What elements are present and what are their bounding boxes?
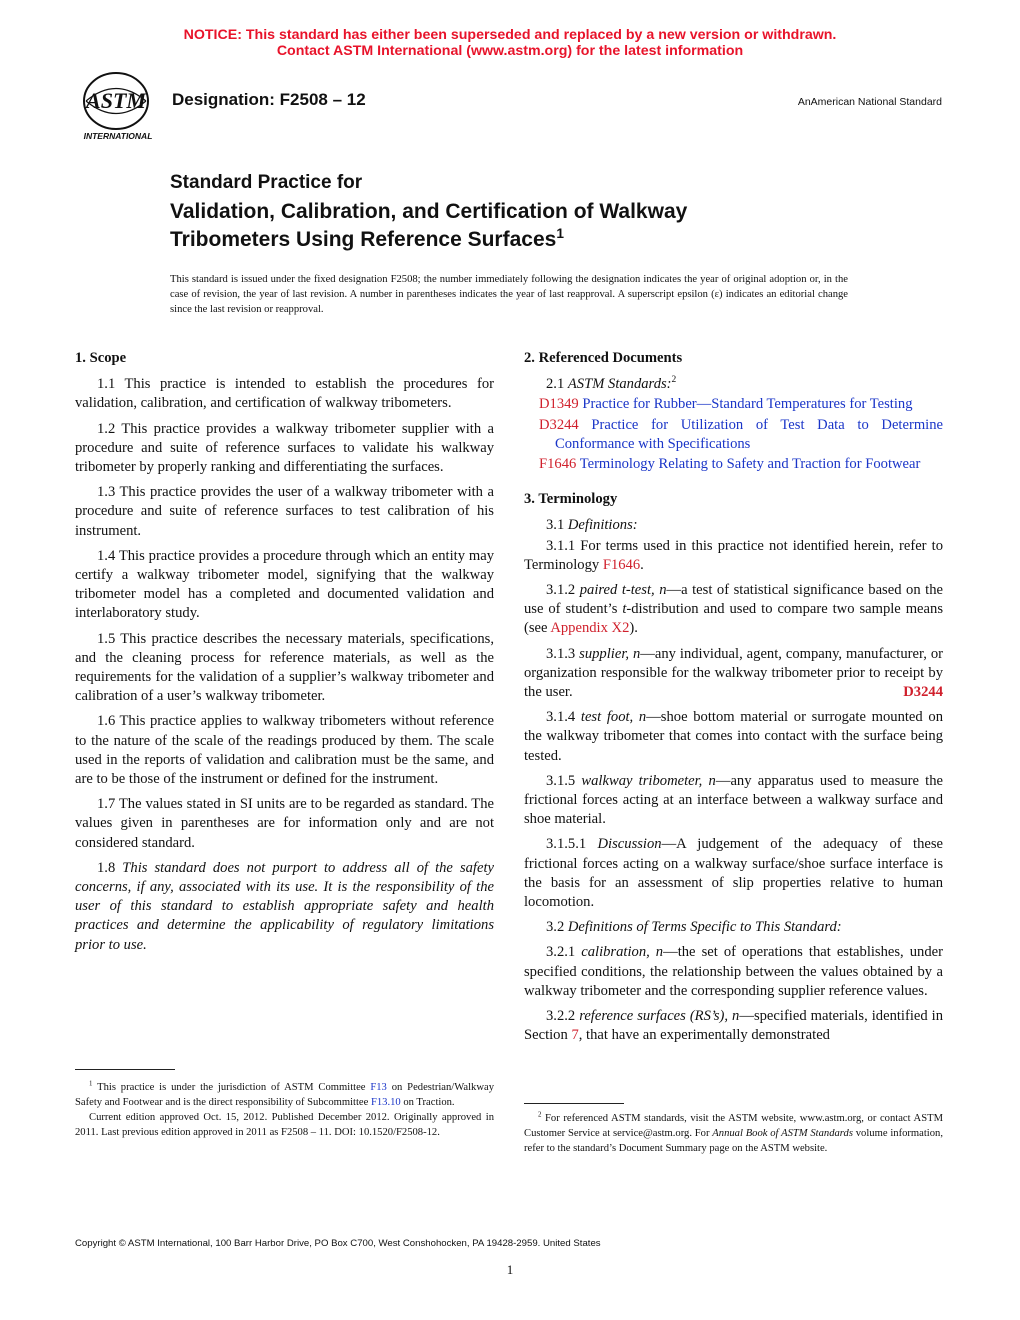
para-3-1-4-text: —shoe bottom material or surrogate mounted on the walkway tribometer that comes into contact with the surface being tested. [524,709,943,764]
para-3-1-3-text: —any individual, agent, company, manufacturer, or organization responsible for the walkway tribometer prior to receipt by the user. [524,645,943,701]
ref-d1349-code[interactable]: D1349 [539,396,579,413]
para-3-1-4 [524,708,943,766]
para-1-5: 1.5 This practice describes the necessary materials, specifications, and the cleaning process for reference materials, as well as the requirements for the validation of a supplier’s walkway tribometer and calibration of a user’s walkway tribometer. [75,630,494,705]
para-3-2-2-text-b: , that have an experimentally demonstrated [578,1027,830,1044]
footnote-1-para-1 [75,1080,494,1110]
referenced-documents-heading: 2. Referenced Documents [524,350,683,366]
para-3-1-2-text-a: —a test of statistical significance based on the use of student’s [524,582,944,618]
link-f13[interactable]: F13 [370,1082,387,1093]
footnote-2-text-a: For referenced ASTM standards, visit the ASTM website, www.astm.org, or contact ASTM Customer Service at service@astm.org. For [524,1113,943,1139]
para-1-2: 1.2 This practice provides a walkway tribometer supplier with a procedure and suite of reference surfaces to validate his walkway tribometer by properly ranking and differentiating the surfaces. [75,420,494,476]
para-3-2-1 [524,943,943,1001]
footnote-2-para [524,1111,943,1156]
para-3-2-2-term: reference surfaces (RS’s), n [579,1008,740,1025]
footnote-2-annual-book: Annual Book of ASTM Standards [712,1128,853,1139]
ref-f1646[interactable] [524,455,943,474]
para-3-1 [524,516,943,535]
para-3-2-2-text-a: —specified materials, identified in Section [524,1008,944,1044]
para-1-3: 1.3 This practice provides the user of a walkway tribometer with a procedure and suite of reference surfaces to test calibration of his instrument. [75,484,494,539]
para-3-2-2 [524,1007,943,1045]
ref-d3244-title[interactable]: Practice for Utilization of Test Data to Determine Conformance with Specifications [555,416,943,452]
para-1-8 [75,859,494,955]
title-footnote-mark: 1 [556,226,564,241]
title-line-3 [170,226,687,254]
scope-column [75,349,494,961]
footnote-1-text-c: on Traction. [400,1097,455,1108]
title-line-3-text: Tribometers Using Reference Surfaces [170,228,557,251]
ref-d3244[interactable] [524,416,943,454]
link-appendix-x2[interactable]: Appendix X2 [550,620,630,637]
para-1-8-num: 1.8 [97,859,123,876]
para-3-1-5-term: walkway tribometer, n [581,772,716,789]
logo-text: ASTM [86,88,146,113]
para-1-6: 1.6 This practice applies to walkway tribometers without reference to the nature of the scale of the readings produced by them. The scale used in the reports of validation and calibration must be the same, and are to be those of the instrument or defined for the instrument. [75,713,494,788]
logo-subtext: INTERNATIONAL [83,131,153,141]
para-3-1-5-1 [524,835,943,912]
title-line-2: Validation, Calibration, and Certification of Walkway [170,200,688,223]
designation: Designation: F2508 – 12 [172,90,366,109]
para-1-1: 1.1 This practice is intended to establish the procedures for validation, calibration, and certification of walkway tribometers. [75,376,494,412]
title-line-1: Standard Practice for [170,172,363,193]
scope-heading: 1. Scope [75,350,127,366]
para-3-1-5-1-term: Discussion [597,836,662,853]
link-d3244[interactable]: D3244 [903,684,943,701]
ref-f1646-title[interactable]: Terminology Relating to Safety and Traction for Footwear [576,456,921,473]
para-3-2-text: Definitions of Terms Specific to This Standard: [567,919,842,936]
para-3-1-5-1-text: —A judgement of the adequacy of these frictional forces acting on a walkway surface/shoe surface interface is the basis for an assessment of slip properties relative to human locomotion. [524,836,944,911]
para-3-1-4-num: 3.1.4 [546,709,581,726]
para-3-1-2 [524,581,943,639]
footnote-1-text-a: This practice is under the jurisdiction of ASTM Committee [92,1082,371,1093]
referenced-documents-column [524,349,943,1052]
para-3-1-2-t: t [622,601,627,618]
title-block [170,198,687,254]
para-3-2 [524,918,943,937]
para-2-1 [524,375,943,394]
para-1-4: 1.4 This practice provides a procedure through which an entity may certify a walkway tribometer model, signifying that the walkway tribometer model has a completed and documented validation and interlaboratory study. [75,547,494,622]
para-3-2-1-term: calibration, n [581,944,664,961]
para-3-1-3-num: 3.1.3 [546,645,580,662]
footnote-1 [75,1080,494,1140]
para-3-1-4-term: test foot, n [580,709,647,726]
para-3-2-num: 3.2 [546,919,568,936]
para-3-1-text: Definitions: [567,517,638,534]
para-3-1-3 [524,645,943,703]
astm-logo [72,72,164,144]
ref-d1349[interactable] [524,395,943,414]
footnote-rule-2 [524,1103,624,1104]
footnote-1-para-2: Current edition approved Oct. 15, 2012. Published December 2012. Originally approved in 2011. Last previous edition approved in 2011 as F2508 – 11. DOI: 10.1520/F2508-12. [75,1112,494,1138]
ref-d3244-code[interactable]: D3244 [539,416,579,433]
footnote-2-text-b: volume information, refer to the standard’s Document Summary page on the ASTM website. [524,1128,943,1154]
para-3-1-2-end: ). [629,620,638,637]
link-section-7[interactable]: 7 [571,1027,579,1044]
para-3-1-5 [524,772,943,830]
para-3-1-1-end: . [640,556,644,573]
para-3-1-num: 3.1 [546,517,568,534]
footnote-2-mark: 2 [538,1111,542,1119]
para-3-1-2-term: paired t-test, n [579,582,667,599]
para-3-1-5-text: —any apparatus used to measure the frictional forces acting at an interface between a walkway surface and shoe material. [524,772,944,828]
para-1-8-text: This standard does not purport to address all of the safety concerns, if any, associated with its use. It is the responsibility of the user of this standard to establish appropriate safety and health practices and determine the applicability of regulatory limitations prior to use. [75,859,494,953]
page-number: 1 [506,1262,514,1277]
para-3-1-3-term: supplier, n [579,645,641,662]
american-national-standard: AnAmerican National Standard [797,96,942,108]
ref-f1646-code[interactable]: F1646 [539,456,577,473]
para-2-1-footnote-mark: 2 [671,375,677,386]
footnote-1-text-b: on Pedestrian/Walkway Safety and Footwear and is the direct responsibility of Subcommittee [75,1082,494,1108]
issued-note: This standard is issued under the fixed designation F2508; the number immediately following the designation indicates the year of original adoption or, in the case of revision, the year of last revision. A number in parentheses indicates the year of last reapproval. A superscript epsilon (ε) indicates an editorial change since the last revision or reapproval. [170,274,848,315]
para-3-1-5-num: 3.1.5 [546,772,582,789]
para-3-2-2-num: 3.2.2 [546,1008,580,1025]
para-1-7: 1.7 The values stated in SI units are to be regarded as standard. The values given in parentheses are for information only and are not considered standard. [75,796,494,851]
para-3-1-1 [524,537,943,575]
footnote-2 [524,1111,943,1156]
astm-logo-icon [72,72,164,144]
para-2-1-num: 2.1 [546,376,568,393]
ref-d1349-title[interactable]: Practice for Rubber—Standard Temperatures for Testing [578,396,913,413]
para-3-1-2-num: 3.1.2 [546,582,580,599]
para-3-2-1-num: 3.2.1 [546,944,582,961]
notice-line-1: NOTICE: This standard has either been superseded and replaced by a new version or withdrawn. [183,27,837,43]
para-3-1-2-text-b: -distribution and used to compare two sample means (see [524,601,943,637]
para-2-1-text: ASTM Standards: [567,376,672,393]
footnote-rule-1 [75,1069,175,1070]
para-3-1-1-text: 3.1.1 For terms used in this practice not identified herein, refer to Terminology [524,537,943,573]
footnote-1-mark: 1 [89,1080,93,1088]
link-f1646[interactable]: F1646 [602,556,641,573]
terminology-heading: 3. Terminology [524,491,618,508]
notice-line-2: Contact ASTM International (www.astm.org) for the latest information [276,43,744,59]
copyright: Copyright © ASTM International, 100 Barr Harbor Drive, PO Box C700, West Conshohocken, PA 19428-2959. United States [75,1238,601,1249]
para-3-1-5-1-num: 3.1.5.1 [546,836,598,853]
para-3-2-1-text: —the set of operations that establishes, under specified conditions, the relationship between the values obtained by a walkway tribometer and the corresponding supplier reference values. [524,944,943,999]
link-f13-10[interactable]: F13.10 [370,1097,401,1108]
